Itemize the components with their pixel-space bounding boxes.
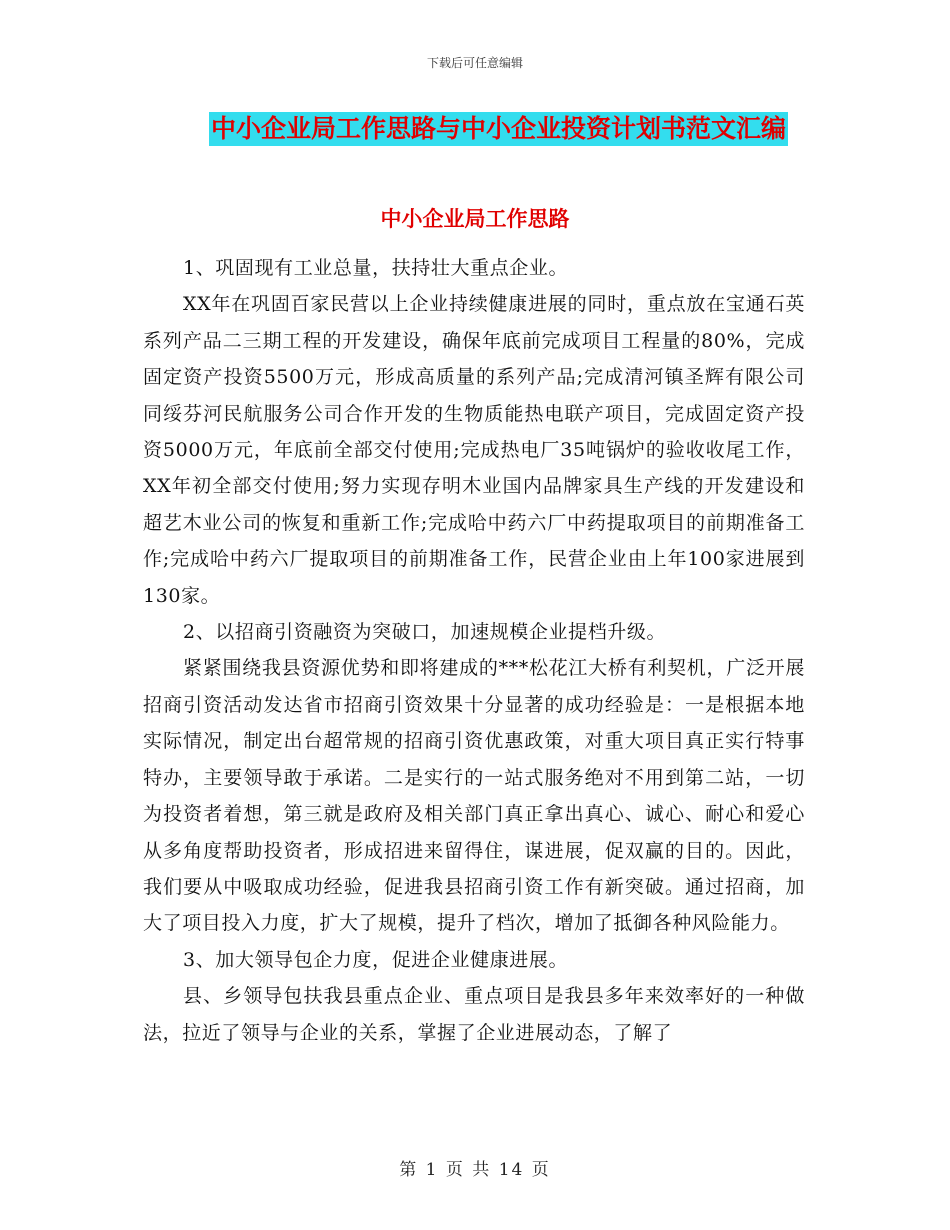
document-body: [143, 250, 805, 1051]
document-title: 中小企业局工作思路与中小企业投资计划书范文汇编: [209, 112, 788, 146]
paragraph-heading-3: 3、加大领导包企力度，促进企业健康进展。: [183, 948, 569, 971]
paragraph-heading-1: 1、巩固现有工业总量，扶持壮大重点企业。: [183, 257, 569, 279]
document-title-container: [0, 112, 950, 146]
paragraph: 紧紧围绕我县资源优势和即将建成的***松花江大桥有利契机，广泛开展招商引资活动发达省市招商引资效果十分显著的成功经验是：一是根据本地实际情况，制定出台超常规的招商引资优惠政策，对重大项目真正实行特事特办，主要领导敢于承诺。二是实行的一站式服务绝对不用到第二站，一切为投资者着想，第三就是政府及相关部门真正拿出真心、诚心、耐心和爱心从多角度帮助投资者，形成招进来留得住，谋进展，促双赢的目的。因此，我们要从中吸取成功经验，促进我县招商引资工作有新突破。通过招商，加大了项目投入力度，扩大了规模，提升了档次，增加了抵御各种风险能力。: [143, 657, 805, 935]
paragraph-heading-2: 2、以招商引资融资为突破口，加速规模企业提档升级。: [183, 621, 667, 644]
section-title: 中小企业局工作思路: [380, 207, 570, 231]
page-number-footer: 第 1 页 共 14 页: [399, 1160, 551, 1180]
header-note: 下载后可任意编辑: [426, 56, 523, 70]
paragraph: 县、乡领导包扶我县重点企业、重点项目是我县多年来效率好的一种做法，拉近了领导与企业的关系，掌握了企业进展动态，了解了: [143, 985, 805, 1044]
paragraph: XX年在巩固百家民营以上企业持续健康进展的同时，重点放在宝通石英系列产品二三期工程的开发建设，确保年底前完成项目工程量的80%，完成固定资产投资5500万元，形成高质量的系列产品;完成清河镇圣辉有限公司同绥芬河民航服务公司合作开发的生物质能热电联产项目，完成固定资产投资5000万元，年底前全部交付使用;完成热电厂35吨锅炉的验收收尾工作，XX年初全部交付使用;努力实现存明木业国内品牌家具生产线的开发建设和超艺木业公司的恢复和重新工作;完成哈中药六厂中药提取项目的前期准备工作;完成哈中药六厂提取项目的前期准备工作，民营企业由上年100家进展到130家。: [143, 293, 805, 607]
